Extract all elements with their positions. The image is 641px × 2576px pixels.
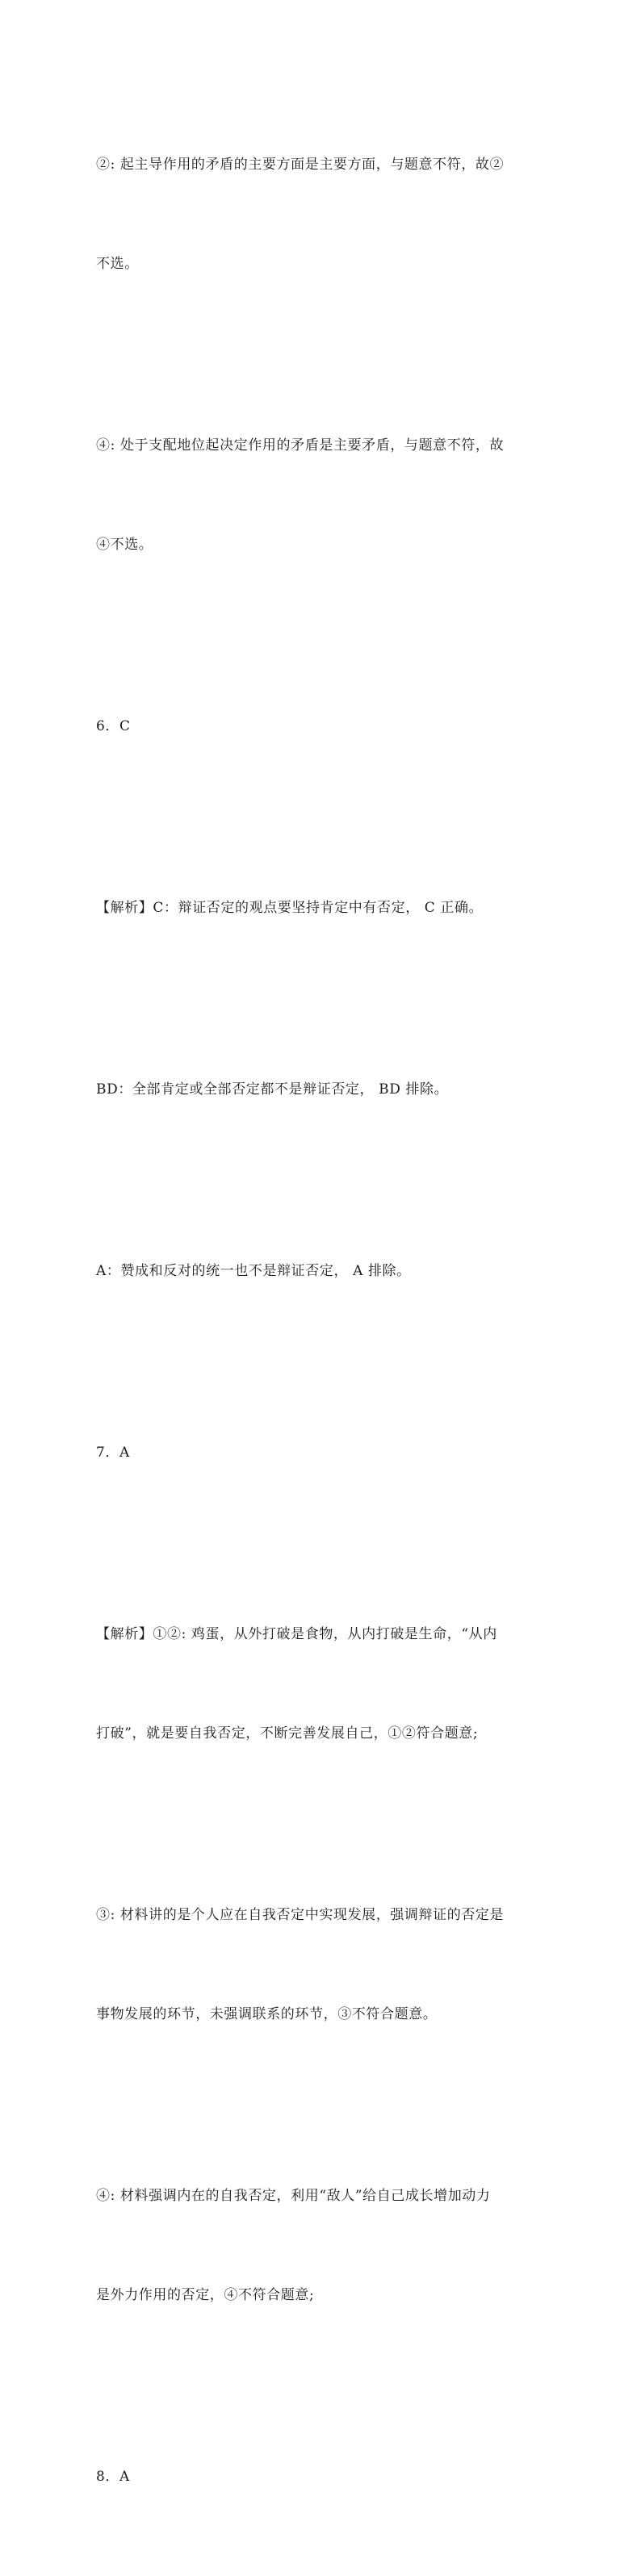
answer-7 bbox=[96, 1370, 548, 1536]
text-line: ④: 处于支配地位起决定作用的矛盾是主要矛盾，与题意不符，故 bbox=[96, 437, 505, 454]
analysis-7-3 bbox=[96, 1833, 548, 2097]
analysis-7-12 bbox=[96, 1552, 548, 1817]
analysis-6 bbox=[96, 826, 548, 991]
answer-8 bbox=[96, 2394, 548, 2560]
answer-label: 6．C bbox=[96, 718, 131, 734]
text-line: ④不选。 bbox=[96, 537, 153, 553]
analysis-6-bd bbox=[96, 1007, 548, 1173]
text-line: 不选。 bbox=[96, 256, 139, 272]
analysis-6-a bbox=[96, 1189, 548, 1354]
paragraph-option-2-explanation bbox=[96, 82, 548, 347]
text-line: ②: 起主导作用的矛盾的主要方面是主要方面，与题意不符，故② bbox=[96, 157, 505, 173]
text-line: ③: 材料讲的是个人应在自我否定中实现发展，强调辩证的否定是 bbox=[96, 1907, 505, 1923]
text-line: BD：全部肯定或全部否定都不是辩证否定， BD 排除。 bbox=[96, 1081, 449, 1098]
text-line: 事物发展的环节，未强调联系的环节，③不符合题意。 bbox=[96, 2006, 438, 2022]
text-line: ④: 材料强调内在的自我否定，利用“敌人”给自己成长增加动力 bbox=[96, 2188, 491, 2204]
text-line: A：赞成和反对的统一也不是辩证否定， A 排除。 bbox=[96, 1263, 411, 1279]
answer-label: 7．A bbox=[96, 1445, 130, 1461]
document-body bbox=[96, 82, 548, 2576]
answer-6 bbox=[96, 644, 548, 809]
text-line: 【解析】①②: 鸡蛋，从外打破是食物，从内打破是生命，“从内 bbox=[96, 1626, 497, 1642]
analysis-7-4 bbox=[96, 2114, 548, 2378]
answer-label: 8．A bbox=[96, 2469, 130, 2485]
text-line: 打破”，就是要自我否定，不断完善发展自己，①②符合题意; bbox=[96, 1725, 479, 1742]
text-line: 【解析】C：辩证否定的观点要坚持肯定中有否定， C 正确。 bbox=[96, 900, 484, 916]
paragraph-option-4-explanation bbox=[96, 363, 548, 628]
text-line: 是外力作用的否定，④不符合题意; bbox=[96, 2287, 315, 2303]
